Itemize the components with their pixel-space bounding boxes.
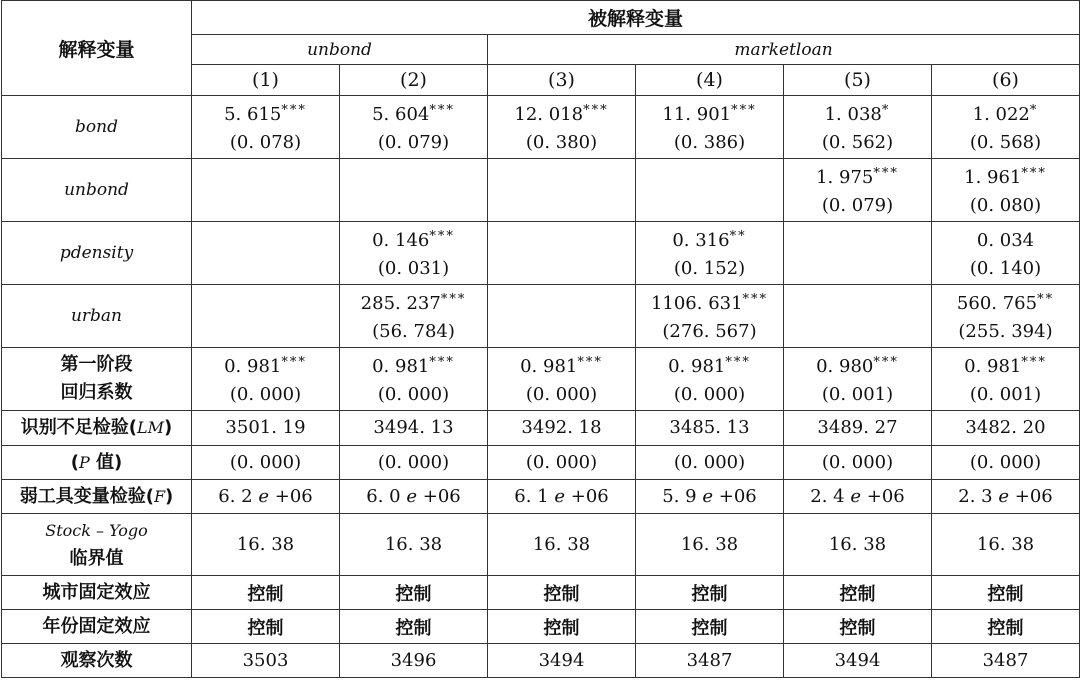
significance-stars: *** bbox=[1021, 355, 1047, 370]
f-stat-mantissa: 6. 1 bbox=[514, 485, 549, 507]
column-header: (3) bbox=[488, 65, 636, 96]
coef-cell bbox=[192, 285, 340, 348]
coef-cell bbox=[784, 285, 932, 348]
coefficient-value: 5. 604 bbox=[372, 104, 430, 125]
coef-cell bbox=[784, 159, 932, 222]
row-label-city-fe: 城市固定效应 bbox=[2, 576, 192, 610]
standard-error: (0. 152) bbox=[673, 258, 746, 279]
row-label-obs: 观察次数 bbox=[2, 644, 192, 678]
control-cell: 控制 bbox=[932, 576, 1080, 610]
control-cell: 控制 bbox=[488, 610, 636, 644]
coefficient-value: 285. 237 bbox=[360, 293, 441, 314]
standard-error: (0. 562) bbox=[821, 132, 894, 153]
value-cell: 3496 bbox=[340, 644, 488, 678]
value-cell: (0. 000) bbox=[488, 446, 636, 480]
value-cell: 3487 bbox=[636, 644, 784, 678]
coef-line bbox=[340, 286, 487, 318]
control-cell: 控制 bbox=[488, 576, 636, 610]
significance-stars: *** bbox=[577, 355, 603, 370]
coef-cell bbox=[488, 96, 636, 159]
coefficient-value: 0. 316 bbox=[672, 230, 730, 251]
f-stat-e: e bbox=[554, 485, 565, 507]
coef-cell bbox=[192, 159, 340, 222]
table-row-obs bbox=[2, 644, 1080, 678]
row-label-stock-yogo bbox=[2, 514, 192, 576]
row-label-unbond: unbond bbox=[2, 159, 192, 222]
value-cell: (0. 000) bbox=[340, 446, 488, 480]
coef-cell bbox=[636, 159, 784, 222]
coefficient-value: 0. 034 bbox=[976, 230, 1035, 251]
f-stat-exponent: +06 bbox=[718, 485, 757, 507]
coef-line bbox=[932, 286, 1079, 318]
table-row-pdensity bbox=[2, 222, 1080, 285]
value-cell: 3487 bbox=[932, 644, 1080, 678]
control-cell: 控制 bbox=[636, 576, 784, 610]
significance-stars: * bbox=[1029, 103, 1039, 118]
coef-line bbox=[488, 349, 635, 381]
value-cell: 16. 38 bbox=[192, 514, 340, 576]
f-stat-mantissa: 5. 9 bbox=[662, 485, 697, 507]
f-stat-mantissa: 6. 0 bbox=[366, 485, 401, 507]
dependent-variable-header: 被解释变量 bbox=[192, 1, 1080, 35]
label-italic: P bbox=[78, 452, 90, 472]
significance-stars: * bbox=[881, 103, 891, 118]
f-stat-exponent: +06 bbox=[570, 485, 609, 507]
label-text: 识别不足检验( bbox=[20, 417, 137, 438]
value-cell: (0. 000) bbox=[784, 446, 932, 480]
standard-error: (56. 784) bbox=[372, 321, 455, 342]
coef-line bbox=[488, 97, 635, 129]
coef-cell bbox=[488, 285, 636, 348]
significance-stars: *** bbox=[429, 103, 455, 118]
coef-cell bbox=[340, 348, 488, 411]
coefficient-value: 1. 022 bbox=[972, 104, 1030, 125]
f-stat-cell bbox=[636, 480, 784, 514]
f-stat-exponent: +06 bbox=[422, 485, 461, 507]
value-cell: 16. 38 bbox=[932, 514, 1080, 576]
significance-stars: *** bbox=[429, 355, 455, 370]
table-row-p-value bbox=[2, 446, 1080, 480]
coef-line bbox=[636, 349, 783, 381]
standard-error: (276. 567) bbox=[662, 321, 757, 342]
value-cell: 16. 38 bbox=[488, 514, 636, 576]
significance-stars: *** bbox=[1021, 166, 1047, 181]
standard-error: (0. 000) bbox=[525, 384, 598, 405]
coefficient-value: 5. 615 bbox=[224, 104, 282, 125]
value-cell: 3492. 18 bbox=[488, 411, 636, 446]
column-header: (6) bbox=[932, 65, 1080, 96]
value-cell: (0. 000) bbox=[932, 446, 1080, 480]
label-italic: LM bbox=[136, 418, 164, 437]
coefficient-value: 1106. 631 bbox=[650, 293, 743, 314]
coef-cell bbox=[488, 348, 636, 411]
table-row-unbond bbox=[2, 159, 1080, 222]
coef-cell bbox=[932, 96, 1080, 159]
coef-line bbox=[636, 97, 783, 129]
significance-stars: ** bbox=[1037, 292, 1055, 307]
coef-cell bbox=[636, 96, 784, 159]
coef-cell bbox=[932, 348, 1080, 411]
control-cell: 控制 bbox=[784, 610, 932, 644]
standard-error: (0. 079) bbox=[377, 132, 450, 153]
control-cell: 控制 bbox=[340, 576, 488, 610]
row-label-p-value bbox=[2, 446, 192, 480]
coef-cell bbox=[636, 222, 784, 285]
label-text: ) bbox=[165, 485, 174, 507]
coefficient-value: 1. 975 bbox=[816, 167, 874, 188]
row-label-first-stage bbox=[2, 348, 192, 411]
coef-line bbox=[340, 97, 487, 129]
standard-error: (0. 031) bbox=[377, 258, 450, 279]
coefficient-value: 0. 980 bbox=[816, 356, 874, 377]
coef-line bbox=[192, 349, 339, 381]
significance-stars: ** bbox=[729, 229, 747, 244]
standard-error: (0. 140) bbox=[969, 258, 1042, 279]
row-label-urban: urban bbox=[2, 285, 192, 348]
coef-line bbox=[340, 349, 487, 381]
label-text: 值) bbox=[89, 451, 123, 473]
coef-line bbox=[340, 223, 487, 255]
coefficient-value: 0. 981 bbox=[372, 356, 430, 377]
significance-stars: *** bbox=[583, 103, 609, 118]
regression-table bbox=[1, 0, 1080, 678]
coef-cell bbox=[192, 222, 340, 285]
label-text: ) bbox=[164, 417, 173, 438]
coef-line bbox=[932, 160, 1079, 192]
standard-error: (0. 079) bbox=[821, 195, 894, 216]
value-cell: (0. 000) bbox=[192, 446, 340, 480]
standard-error: (0. 080) bbox=[969, 195, 1042, 216]
value-cell: 16. 38 bbox=[636, 514, 784, 576]
f-stat-mantissa: 2. 4 bbox=[810, 485, 845, 507]
control-cell: 控制 bbox=[636, 610, 784, 644]
f-stat-e: e bbox=[702, 485, 713, 507]
coef-cell bbox=[192, 96, 340, 159]
coef-cell bbox=[488, 159, 636, 222]
coef-line bbox=[192, 97, 339, 129]
coefficient-value: 0. 981 bbox=[224, 356, 282, 377]
coef-cell bbox=[636, 348, 784, 411]
table-row-weak-iv bbox=[2, 480, 1080, 514]
significance-stars: *** bbox=[725, 355, 751, 370]
coef-cell bbox=[636, 285, 784, 348]
coefficient-value: 1. 961 bbox=[964, 167, 1022, 188]
coef-cell bbox=[784, 96, 932, 159]
column-header: (1) bbox=[192, 65, 340, 96]
value-cell: 3494. 13 bbox=[340, 411, 488, 446]
coefficient-value: 11. 901 bbox=[662, 104, 732, 125]
significance-stars: *** bbox=[731, 103, 757, 118]
f-stat-exponent: +06 bbox=[866, 485, 905, 507]
value-cell: 3503 bbox=[192, 644, 340, 678]
row-label-line: 临界值 bbox=[69, 547, 124, 569]
coef-line bbox=[932, 349, 1079, 381]
f-stat-exponent: +06 bbox=[1014, 485, 1053, 507]
depvar-marketloan-header: marketloan bbox=[488, 35, 1080, 65]
depvar-unbond-header: unbond bbox=[192, 35, 488, 65]
header-row-group bbox=[2, 1, 1080, 35]
f-stat-e: e bbox=[850, 485, 861, 507]
f-stat-e: e bbox=[998, 485, 1010, 507]
coefficient-value: 12. 018 bbox=[514, 104, 584, 125]
coef-line bbox=[784, 349, 931, 381]
table-row-lm-test bbox=[2, 411, 1080, 446]
row-label-year-fe: 年份固定效应 bbox=[2, 610, 192, 644]
standard-error: (0. 078) bbox=[229, 132, 302, 153]
significance-stars: *** bbox=[742, 292, 769, 307]
value-cell: 3482. 20 bbox=[932, 411, 1080, 446]
significance-stars: *** bbox=[281, 355, 307, 370]
table-row-urban bbox=[2, 285, 1080, 348]
coef-cell bbox=[340, 285, 488, 348]
f-stat-cell bbox=[192, 480, 340, 514]
row-label-weak-iv bbox=[2, 480, 192, 514]
table-row-city-fe bbox=[2, 576, 1080, 610]
row-label-bond: bond bbox=[2, 96, 192, 159]
significance-stars: *** bbox=[440, 292, 467, 307]
coef-cell bbox=[784, 348, 932, 411]
explanatory-variable-header: 解释变量 bbox=[2, 1, 192, 96]
significance-stars: *** bbox=[873, 355, 899, 370]
coef-line bbox=[636, 286, 783, 318]
coef-cell bbox=[932, 222, 1080, 285]
table-row-year-fe bbox=[2, 610, 1080, 644]
column-header: (5) bbox=[784, 65, 932, 96]
f-stat-cell bbox=[340, 480, 488, 514]
value-cell: 16. 38 bbox=[784, 514, 932, 576]
row-label-lm-test bbox=[2, 411, 192, 446]
f-stat-e: e bbox=[258, 485, 269, 507]
standard-error: (0. 380) bbox=[525, 132, 598, 153]
row-label-line: Stock – Yogo bbox=[45, 520, 148, 540]
coefficient-value: 0. 146 bbox=[372, 230, 430, 251]
f-stat-cell bbox=[784, 480, 932, 514]
column-header: (2) bbox=[340, 65, 488, 96]
coefficient-value: 1. 038 bbox=[824, 104, 882, 125]
coefficient-value: 0. 981 bbox=[668, 356, 726, 377]
column-header: (4) bbox=[636, 65, 784, 96]
label-text: ( bbox=[70, 451, 79, 473]
control-cell: 控制 bbox=[192, 610, 340, 644]
coef-cell bbox=[932, 285, 1080, 348]
control-cell: 控制 bbox=[192, 576, 340, 610]
coef-cell bbox=[784, 222, 932, 285]
f-stat-exponent: +06 bbox=[274, 485, 313, 507]
table-row-first-stage bbox=[2, 348, 1080, 411]
value-cell: 3501. 19 bbox=[192, 411, 340, 446]
value-cell: 3489. 27 bbox=[784, 411, 932, 446]
f-stat-mantissa: 2. 3 bbox=[958, 485, 993, 507]
label-italic: F bbox=[153, 486, 166, 506]
standard-error: (0. 568) bbox=[969, 132, 1042, 153]
standard-error: (0. 001) bbox=[969, 384, 1042, 405]
standard-error: (255. 394) bbox=[958, 321, 1053, 342]
standard-error: (0. 000) bbox=[229, 384, 302, 405]
coef-cell bbox=[192, 348, 340, 411]
control-cell: 控制 bbox=[340, 610, 488, 644]
f-stat-e: e bbox=[406, 485, 417, 507]
table-row-bond bbox=[2, 96, 1080, 159]
label-text: 弱工具变量检验( bbox=[19, 485, 154, 507]
control-cell: 控制 bbox=[784, 576, 932, 610]
coef-cell bbox=[488, 222, 636, 285]
row-label-line: 第一阶段 bbox=[60, 354, 133, 375]
value-cell: 3494 bbox=[488, 644, 636, 678]
control-cell: 控制 bbox=[932, 610, 1080, 644]
value-cell: 16. 38 bbox=[340, 514, 488, 576]
table-row-stock-yogo bbox=[2, 514, 1080, 576]
row-label-pdensity: pdensity bbox=[2, 222, 192, 285]
significance-stars: *** bbox=[873, 166, 899, 181]
value-cell: (0. 000) bbox=[636, 446, 784, 480]
f-stat-cell bbox=[488, 480, 636, 514]
standard-error: (0. 386) bbox=[673, 132, 746, 153]
value-cell: 3494 bbox=[784, 644, 932, 678]
significance-stars: *** bbox=[281, 103, 307, 118]
standard-error: (0. 000) bbox=[377, 384, 450, 405]
coef-cell bbox=[932, 159, 1080, 222]
coef-line bbox=[932, 97, 1079, 129]
coef-cell bbox=[340, 222, 488, 285]
coef-cell bbox=[340, 96, 488, 159]
f-stat-cell bbox=[932, 480, 1080, 514]
row-label-line: 回归系数 bbox=[60, 382, 133, 403]
coefficient-value: 0. 981 bbox=[964, 356, 1022, 377]
standard-error: (0. 001) bbox=[821, 384, 894, 405]
coefficient-value: 0. 981 bbox=[520, 356, 578, 377]
coefficient-value: 560. 765 bbox=[956, 293, 1038, 314]
coef-line bbox=[932, 223, 1079, 255]
standard-error: (0. 000) bbox=[673, 384, 746, 405]
significance-stars: *** bbox=[429, 229, 455, 244]
coef-line bbox=[636, 223, 783, 255]
value-cell: 3485. 13 bbox=[636, 411, 784, 446]
f-stat-mantissa: 6. 2 bbox=[218, 485, 253, 507]
coef-line bbox=[784, 160, 931, 192]
coef-line bbox=[784, 97, 931, 129]
coef-cell bbox=[340, 159, 488, 222]
